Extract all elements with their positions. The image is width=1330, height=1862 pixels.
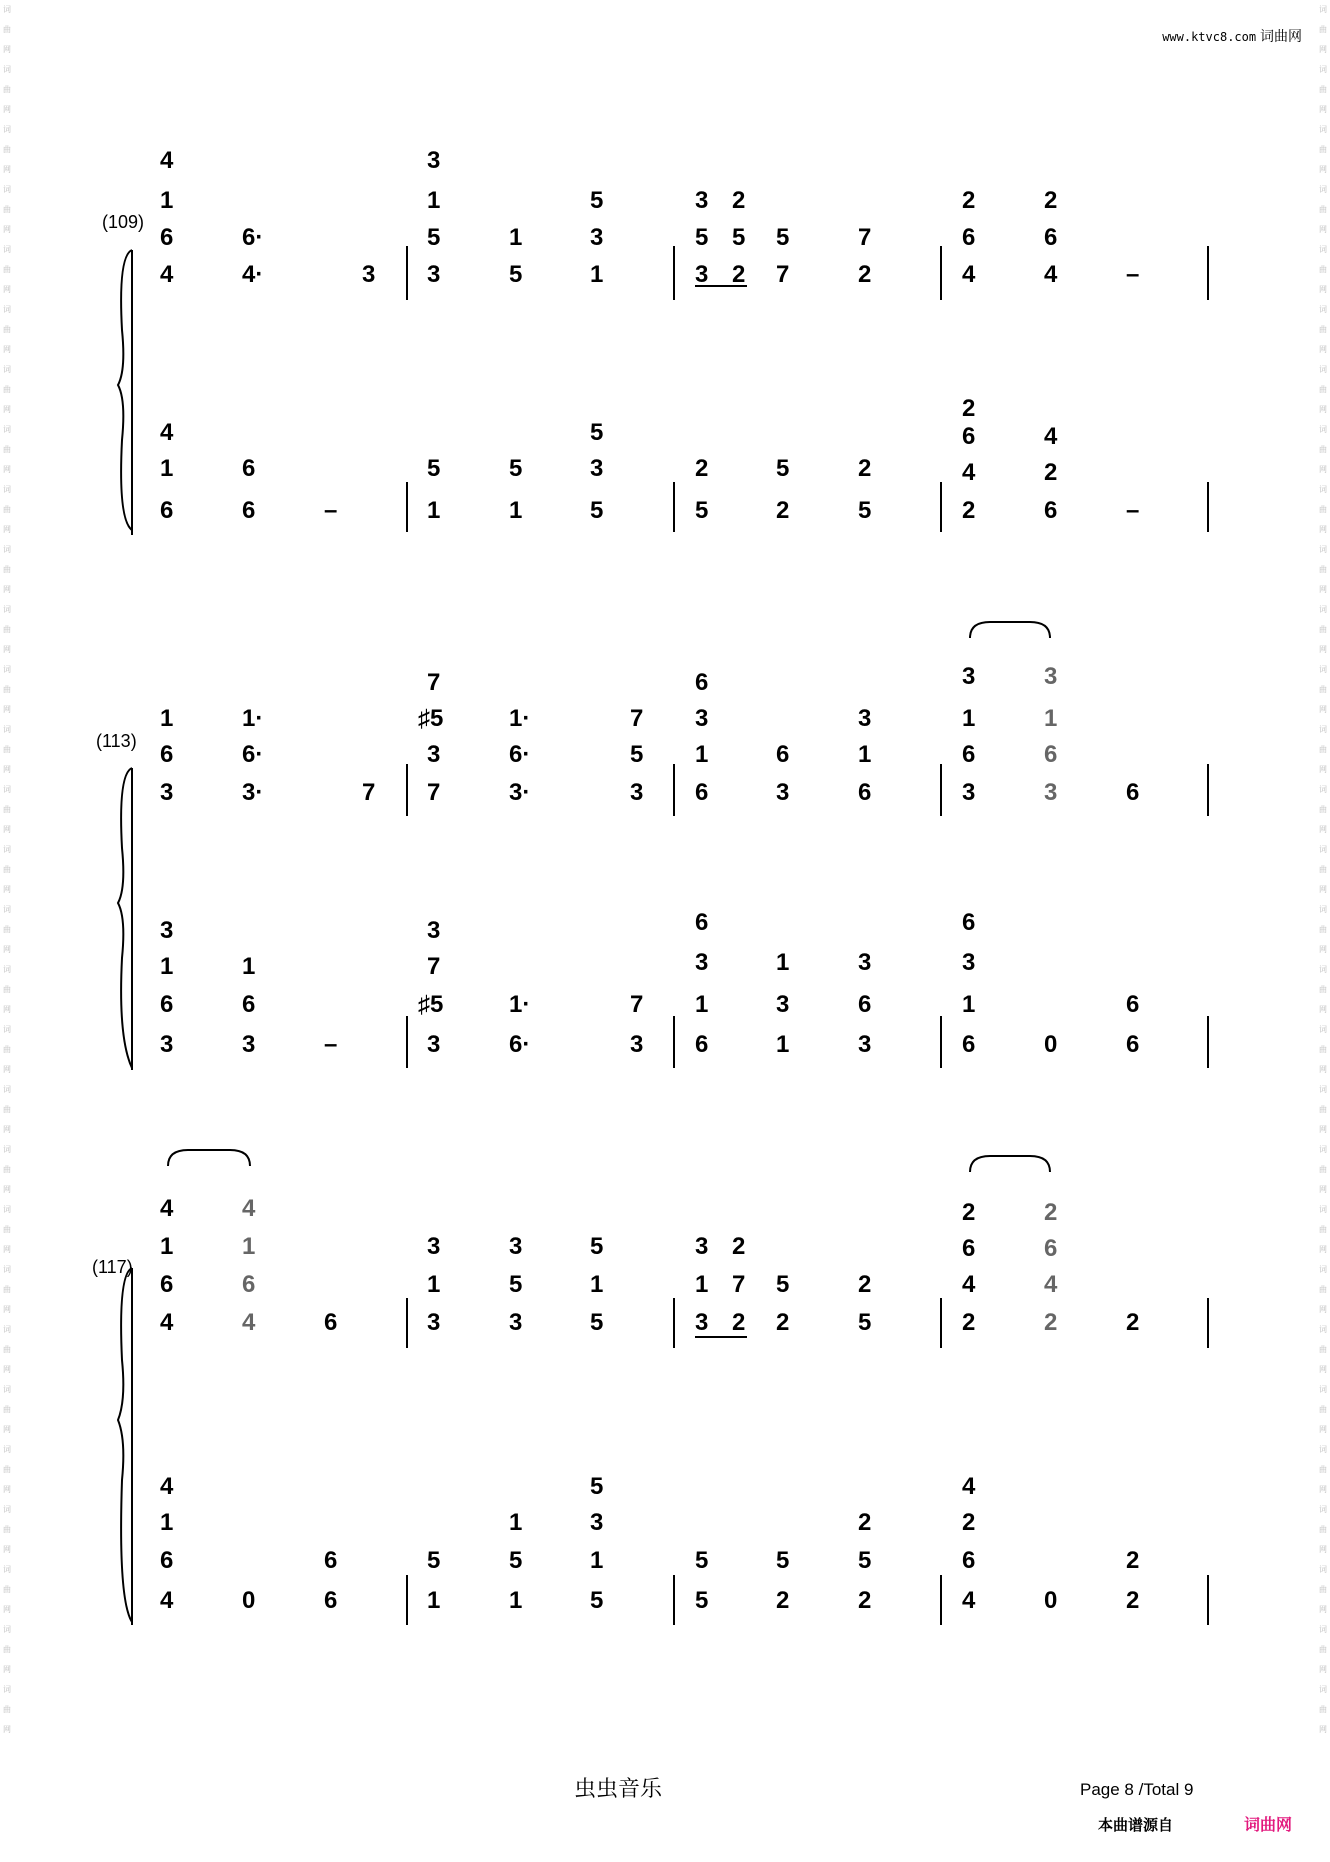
note: 6 [1126,779,1140,806]
note: 6 [160,224,174,251]
tied-note: 2 [1044,1199,1058,1226]
site-brand: 词曲网 [1260,28,1302,44]
note: 5 [427,455,441,482]
note: 2 [962,1199,976,1226]
note: 2 [858,1271,872,1298]
note: 3 [858,1031,872,1058]
note: 1 [427,1271,441,1298]
note: 1 [242,953,256,980]
tied-note: 4 [242,1309,256,1336]
note: 6 [695,669,709,696]
note: 2 [776,1309,790,1336]
note: 3· [509,779,531,806]
note: 5 [427,1547,441,1574]
note: 1 [509,224,523,251]
measure-number-113: (113) [96,731,137,751]
note: 1 [509,497,523,524]
note: 3 [160,1031,174,1058]
note: 5 [590,187,604,214]
note: 4 [160,1309,174,1336]
note: 5 [590,1587,604,1614]
note: 2 [1044,459,1058,486]
note: 1 [160,1233,174,1260]
note: 1 [160,1509,174,1536]
note: 4 [962,1587,976,1614]
note: 1 [427,1587,441,1614]
note: 1 [160,187,174,214]
note: 5 [695,1587,709,1614]
note: 5 [590,1473,604,1500]
note: 3 [362,261,376,288]
note: 3 [962,663,976,690]
note: 3· [242,779,264,806]
note: 1 [776,949,790,976]
note: 7 [427,953,441,980]
note: 3 [695,949,709,976]
note: 5 [590,419,604,446]
tied-note: 3 [1044,779,1058,806]
note: 5 [776,1271,790,1298]
note: 1 [509,1587,523,1614]
note: 1· [509,705,531,732]
note: 2 [1126,1309,1140,1336]
note: 3 [858,949,872,976]
note: 4 [160,419,174,446]
note: 1· [509,991,531,1018]
note: 7 [858,224,872,251]
note: 3 [776,991,790,1018]
note: ♯5 [418,705,444,732]
note: 3 [160,917,174,944]
note: 1 [160,705,174,732]
note: 6 [962,909,976,936]
note: 5 [427,224,441,251]
tie [970,1156,1050,1172]
note: 5 [509,261,523,288]
note: 4 [962,261,976,288]
note: 2 [776,1587,790,1614]
note: – [1126,497,1140,524]
note: 2 [1044,187,1058,214]
note: 2 [962,1309,976,1336]
note: 3 [427,741,441,768]
note: 5 [509,1547,523,1574]
note: 6 [695,909,709,936]
tie [970,622,1050,638]
note: 6 [160,497,174,524]
tied-note: 4 [1044,1271,1058,1298]
note: 4 [160,147,174,174]
note: 6· [509,741,531,768]
note: 6 [1044,497,1058,524]
note: 1 [590,261,604,288]
note: 1 [427,497,441,524]
note: 3 [427,1233,441,1260]
note: 3 [962,949,976,976]
note: 3 [509,1233,523,1260]
note: 3 [962,779,976,806]
note: 6 [324,1309,338,1336]
note: 5 [509,1271,523,1298]
note: 5 [590,497,604,524]
note: 2 [695,455,709,482]
note: 5 [695,224,709,251]
tied-note: 6 [242,1271,256,1298]
note: 2 [858,455,872,482]
note: 3 [590,1509,604,1536]
note: 5 [590,1233,604,1260]
note: 5 [509,455,523,482]
note: 3 [160,779,174,806]
notation-digits [160,147,1139,1614]
note: 3 [695,261,709,288]
note: ♯5 [418,991,444,1018]
note: 6 [962,1547,976,1574]
note: 6 [962,423,976,450]
tied-note: 1 [1044,705,1058,732]
site-url[interactable]: www.ktvc8.com [1162,30,1257,44]
note: 6 [242,497,256,524]
note: 3 [858,705,872,732]
note: 7 [776,261,790,288]
measure-number-109: (109) [102,212,145,232]
note: 3 [630,779,644,806]
note: 5 [630,741,644,768]
note: 0 [242,1587,256,1614]
note: 3 [695,705,709,732]
note: 1 [695,1271,709,1298]
note: 5 [590,1309,604,1336]
note: 1 [962,991,976,1018]
note: 1 [509,1509,523,1536]
tied-note: 6 [1044,1235,1058,1262]
note: 1 [695,741,709,768]
system-109 [118,246,1208,535]
note: 4· [242,261,264,288]
note: 4 [160,1473,174,1500]
note: 7 [427,779,441,806]
note: 6· [242,741,264,768]
note: 6 [324,1587,338,1614]
tied-note: 3 [1044,663,1058,690]
note: 6 [962,1031,976,1058]
note: 6 [858,779,872,806]
brace-113 [118,768,132,1068]
note: 6 [1044,224,1058,251]
tied-note: 6 [1044,741,1058,768]
note: 6 [324,1547,338,1574]
note: 6 [242,991,256,1018]
note: – [1126,261,1140,288]
note: 2 [732,261,746,288]
note: 6 [695,779,709,806]
note: 5 [858,1547,872,1574]
note: 2 [858,1587,872,1614]
note: 2 [1126,1587,1140,1614]
source-label: 本曲谱源自 [1098,1817,1174,1834]
note: 6 [962,1235,976,1262]
note: 7 [630,705,644,732]
note: 1 [160,953,174,980]
note: 3 [695,1233,709,1260]
note: 1 [695,991,709,1018]
note: – [324,1031,338,1058]
source-brand-logo[interactable]: 词曲网 [1244,1817,1293,1834]
note: 0 [1044,1031,1058,1058]
note: 6 [1126,991,1140,1018]
note: 4 [962,1271,976,1298]
note: 3 [427,261,441,288]
note: 3 [590,455,604,482]
note: 3 [776,779,790,806]
right-watermark-strip: 词曲网词曲网词曲网词曲网词曲网词曲网词曲网词曲网词曲网词曲网词曲网词曲网词曲网词曲网词曲网词曲网词曲网词曲网词曲网词曲网词曲网词曲网词曲网词曲网词曲网词曲网词曲网词曲网词曲网 [1319,5,1327,1734]
note: 2 [962,395,976,422]
publisher-label: 虫虫音乐 [574,1777,663,1802]
note: 1 [776,1031,790,1058]
note: 1· [242,705,264,732]
note: 3 [427,1309,441,1336]
note: 5 [776,1547,790,1574]
note: 6 [1126,1031,1140,1058]
tied-note: 4 [242,1195,256,1222]
page-indicator: Page 8 /Total 9 [1080,1780,1194,1799]
note: 4 [962,1473,976,1500]
note: 3 [590,224,604,251]
note: 2 [776,497,790,524]
note: 6 [160,1271,174,1298]
note: 5 [858,497,872,524]
note: 1 [590,1547,604,1574]
note: 3 [427,917,441,944]
note: 5 [858,1309,872,1336]
note: 2 [1126,1547,1140,1574]
brace-109 [118,250,132,530]
brace-117 [118,1268,132,1622]
note: 3 [242,1031,256,1058]
note: 1 [858,741,872,768]
note: 2 [732,1233,746,1260]
note: 5 [776,455,790,482]
note: 4 [962,459,976,486]
note: 7 [427,669,441,696]
tie [168,1150,250,1166]
note: 1 [962,705,976,732]
note: 2 [962,187,976,214]
note: 4 [160,1195,174,1222]
note: 2 [732,187,746,214]
note: 6 [160,741,174,768]
note: 7 [732,1271,746,1298]
note: 7 [362,779,376,806]
note: 6 [776,741,790,768]
left-watermark-strip: 词曲网词曲网词曲网词曲网词曲网词曲网词曲网词曲网词曲网词曲网词曲网词曲网词曲网词曲网词曲网词曲网词曲网词曲网词曲网词曲网词曲网词曲网词曲网词曲网词曲网词曲网词曲网词曲网词曲网 [3,5,11,1734]
note: 6· [509,1031,531,1058]
note: 6 [160,1547,174,1574]
note: 3 [630,1031,644,1058]
note: 1 [427,187,441,214]
note: 4 [160,261,174,288]
note: 5 [695,1547,709,1574]
note: 2 [858,1509,872,1536]
note: 3 [427,1031,441,1058]
note: 3 [509,1309,523,1336]
note: 6 [242,455,256,482]
note: 7 [630,991,644,1018]
note: 3 [695,187,709,214]
note: 3 [695,1309,709,1336]
note: 2 [962,1509,976,1536]
note: 3 [427,147,441,174]
note: 4 [1044,423,1058,450]
measure-number-117: (117) [92,1257,133,1277]
note: 6 [962,224,976,251]
note: 4 [160,1587,174,1614]
note: 4 [1044,261,1058,288]
note: 5 [776,224,790,251]
note: 2 [858,261,872,288]
note: 6· [242,224,264,251]
note: 6 [695,1031,709,1058]
tied-note: 2 [1044,1309,1058,1336]
note: 6 [160,991,174,1018]
note: 2 [962,497,976,524]
note: – [324,497,338,524]
note: 5 [732,224,746,251]
note: 1 [590,1271,604,1298]
note: 6 [858,991,872,1018]
note: 5 [695,497,709,524]
note: 1 [160,455,174,482]
note: 0 [1044,1587,1058,1614]
tied-note: 1 [242,1233,256,1260]
note: 6 [962,741,976,768]
note: 2 [732,1309,746,1336]
